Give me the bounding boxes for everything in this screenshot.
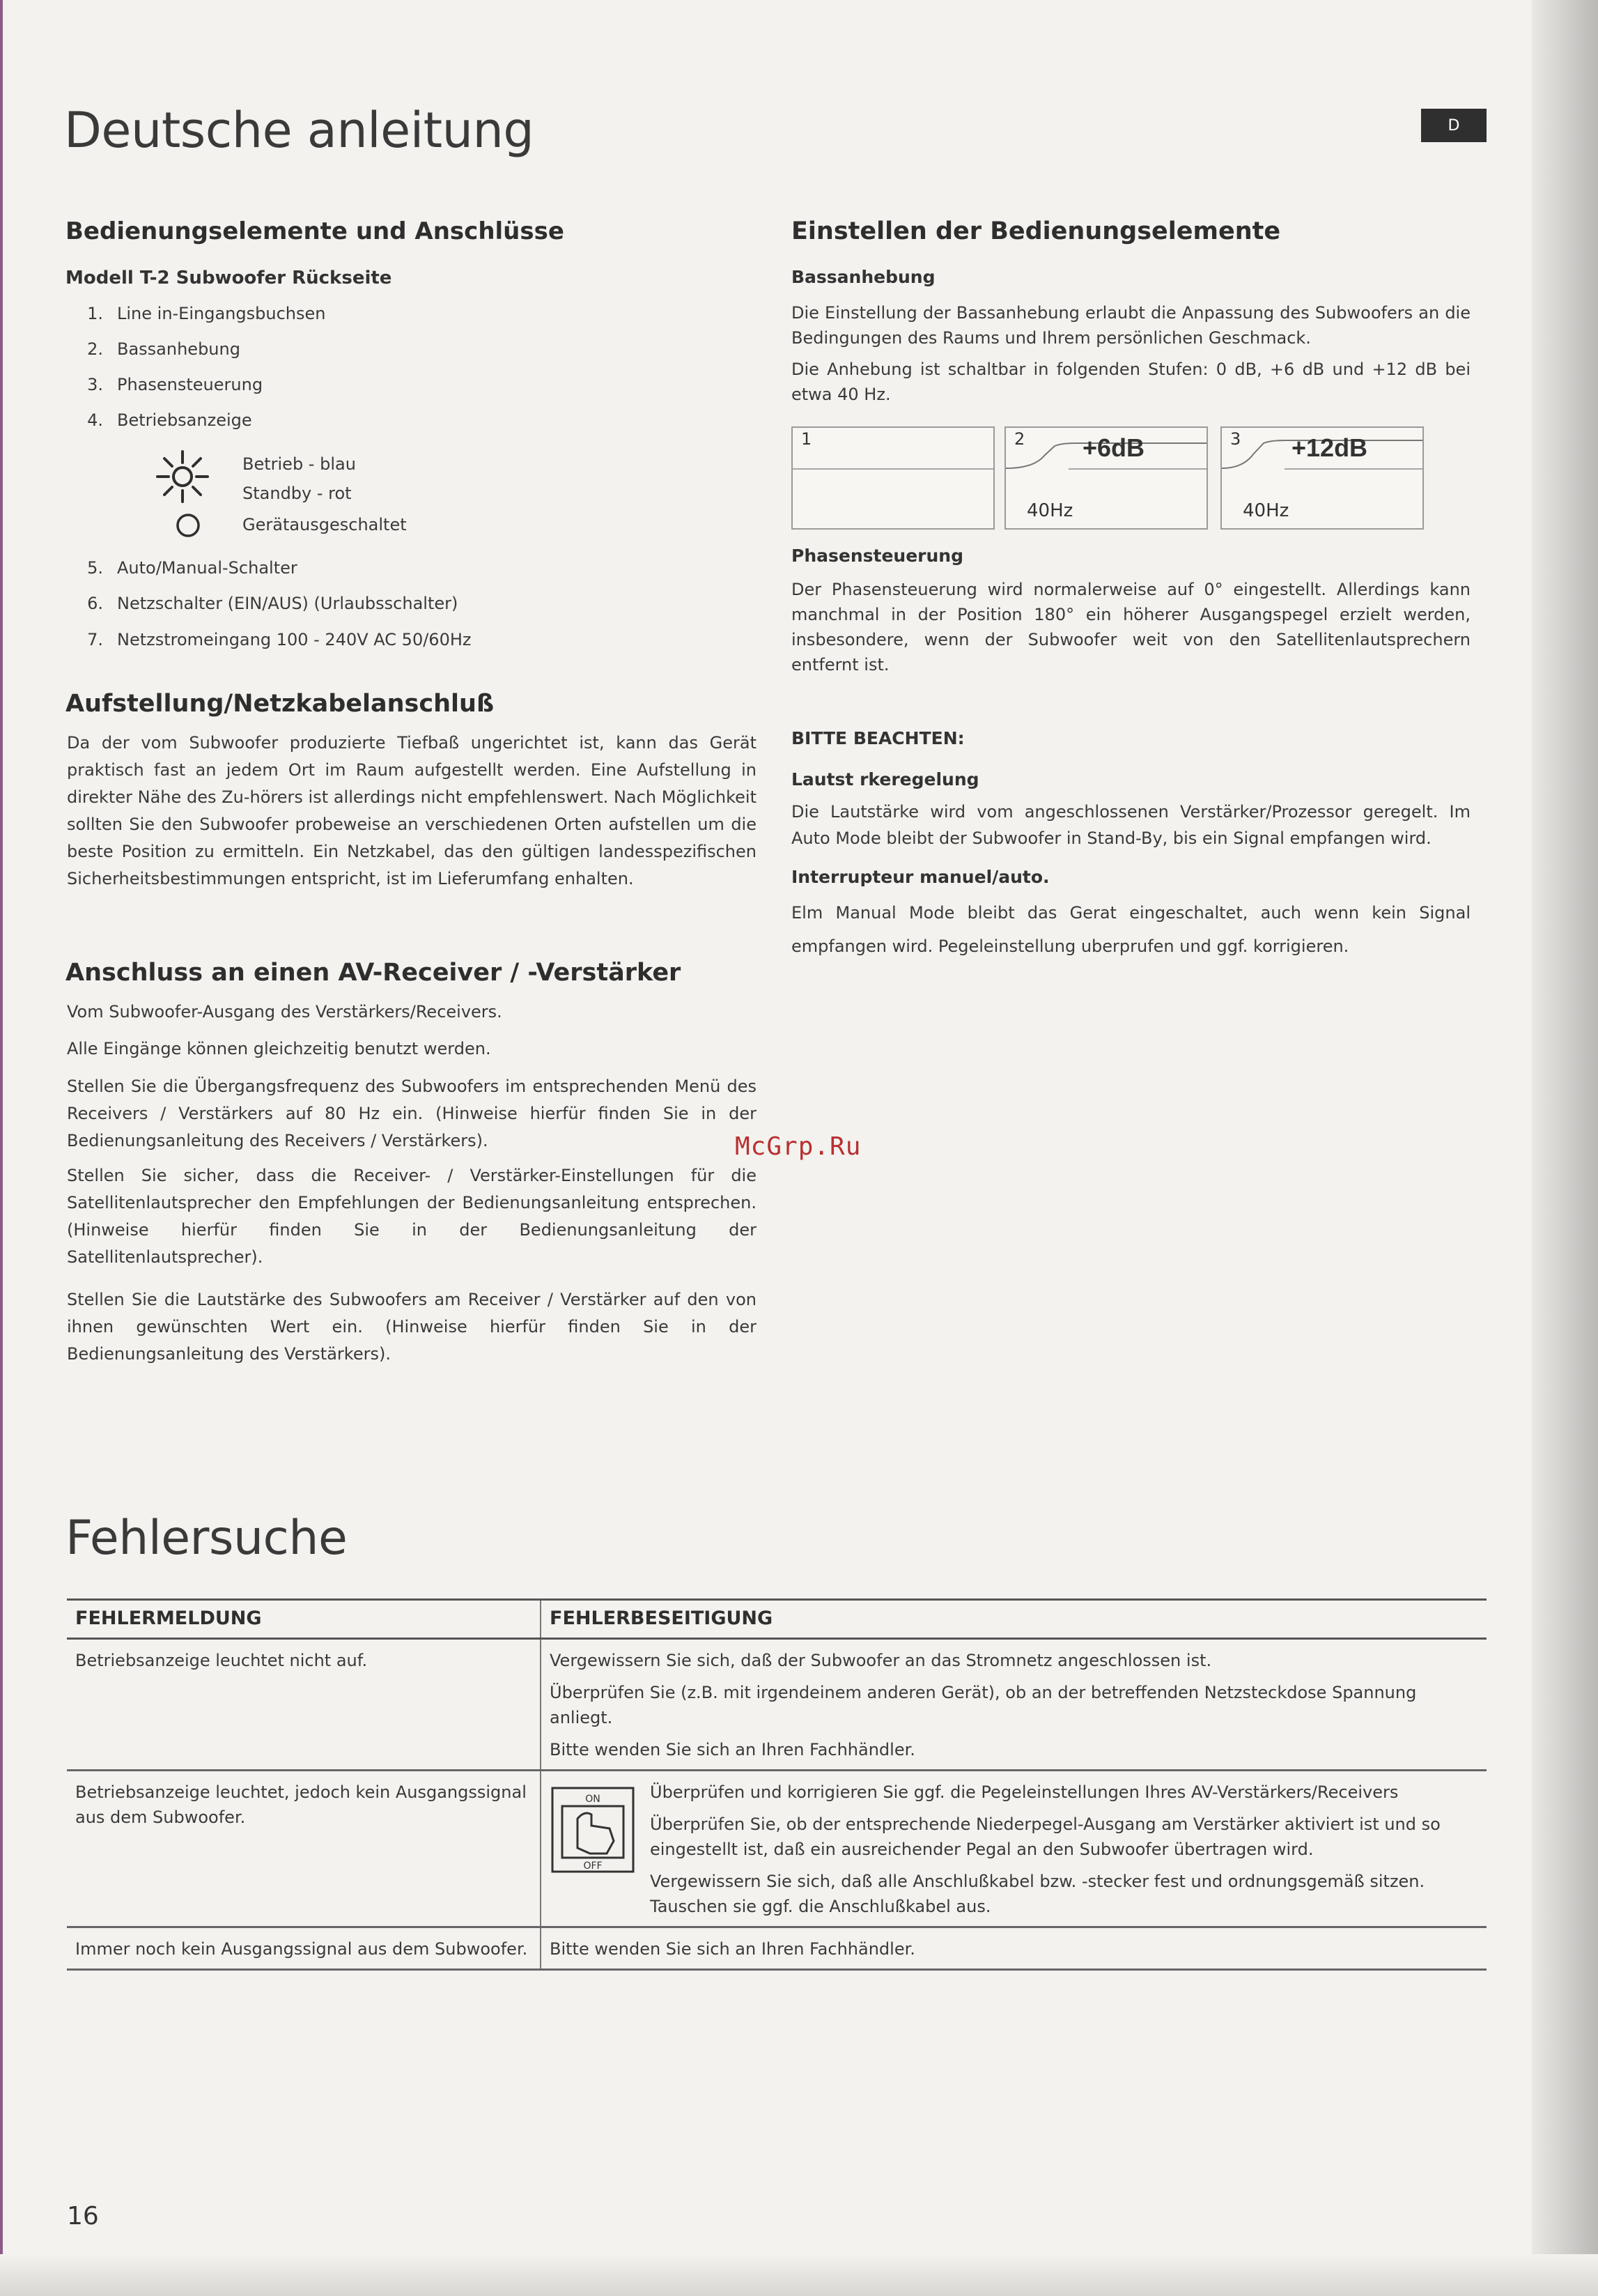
table-row: [67, 1927, 1487, 1970]
indicator-off: Gerätausgeschaltet: [242, 515, 407, 534]
placement-heading: Aufstellung/Netzkabelanschluß: [65, 690, 495, 718]
indicator-standby: Standby - rot: [242, 484, 352, 503]
fault-cell: Betriebsanzeige leuchtet, jedoch kein Ausgangssignal aus dem Subwoofer.: [67, 1771, 541, 1927]
svg-text:OFF: OFF: [583, 1860, 603, 1872]
column-header-remedy: FEHLERBESEITIGUNG: [541, 1600, 1487, 1639]
volume-body: Die Lautstärke wird vom angeschlossenen Verstärker/Prozessor geregelt. Im Auto Mode bleibt der Subwoofer in Stand-By, bis ein Signal empfangen wird.: [791, 802, 1471, 848]
av-heading: Anschluss an einen AV-Receiver / -Verstärker: [65, 959, 681, 987]
controls-subheading: Modell T-2 Subwoofer Rückseite: [65, 268, 392, 288]
phase-heading: Phasensteuerung: [791, 546, 963, 566]
fault-cell: Betriebsanzeige leuchtet nicht auf.: [67, 1639, 541, 1771]
troubleshooting-title: Fehlersuche: [65, 1511, 348, 1566]
boost-diagram-1: 1: [791, 426, 995, 530]
power-switch-icon: [550, 1787, 636, 1873]
off-circle-icon: [174, 511, 202, 539]
av-paragraph-1: Vom Subwoofer-Ausgang des Verstärkers/Receivers.: [67, 1002, 502, 1022]
phase-body: Der Phasensteuerung wird normalerweise auf 0° eingestellt. Allerdings kann manchmal in der Position 180° ein höherer Ausgangspegel erzielt werden, insbesondere, wenn der Subwoofer weit von den Satellitenlautsprechern entfernt ist.: [791, 580, 1471, 675]
boost-diagram-2: 2 +6dB 40Hz: [1004, 426, 1208, 530]
switch-heading: Interrupteur manuel/auto.: [791, 867, 1050, 887]
page-bottom-shadow: [0, 2254, 1598, 2296]
av-paragraph-2: Alle Eingänge können gleichzeitig benutzt werden.: [67, 1039, 491, 1058]
indicator-on: Betrieb - blau: [242, 454, 356, 474]
settings-heading: Einstellen der Bedienungselemente: [791, 217, 1281, 245]
placement-body: Da der vom Subwoofer produzierte Tiefbaß ungerichtet ist, kann das Gerät praktisch fast an jedem Ort im Raum aufgestellt werden. Eine Aufstellung in direkter Nähe des Zu-hörers ist allerdings nicht empfehlenswert. Nach Möglichkeit sollten Sie den Subwoofer probeweise an verschiedenen Orten aufstellen um die beste Position zu ermitteln. Ein Netzkabel, das den gültigen landesspezifischen Sicherheitsbestimmungen entspricht, ist im Lieferumfang enhalten.: [67, 733, 757, 888]
bass-paragraph-2: Die Anhebung ist schaltbar in folgenden Stufen: 0 dB, +6 dB und +12 dB bei etwa 40 Hz.: [791, 360, 1471, 404]
bass-heading: Bassanhebung: [791, 267, 936, 287]
page-number: 16: [67, 2202, 99, 2230]
page-border: [0, 0, 3, 2296]
av-paragraph-3: Stellen Sie die Übergangsfrequenz des Subwoofers im entsprechenden Menü des Receivers / Verstärkers auf 80 Hz ein. (Hinweise hierfür finden Sie in der Bedienungsanleitung des Receivers / Verstärkers).: [67, 1077, 757, 1150]
watermark: McGrp.Ru: [735, 1132, 862, 1161]
remedy-cell: ON OFF Überprüfen und korrigieren Sie ggf. die Pegeleinstellungen Ihres AV-Verstärkers/Receivers Überprüfen Sie, ob der entsprechende Niederpegel-Ausgang am Verstärker aktiviert ist und so eingestellt ist, daß ein ausreichender Pegal an den Subwoofer übertragen wird. Vergewissern Sie sich, daß alle Anschlußkabel bzw. -stecker fest und ordnungsgemäß sitzen. Tauschen sie ggf. die Anschlußkabel aus.: [541, 1771, 1487, 1927]
note-heading: BITTE BEACHTEN:: [791, 728, 965, 748]
fault-cell: Immer noch kein Ausgangssignal aus dem Subwoofer.: [67, 1927, 541, 1970]
column-header-fault: FEHLERMELDUNG: [67, 1600, 541, 1639]
table-row: [67, 1771, 1487, 1927]
svg-text:ON: ON: [585, 1794, 600, 1805]
bass-paragraph-1: Die Einstellung der Bassanhebung erlaubt die Anpassung des Subwoofers an die Bedingungen des Raums und Ihrem persönlichen Geschmack.: [791, 303, 1471, 348]
table-header-row: [67, 1600, 1487, 1639]
switch-body: Elm Manual Mode bleibt das Gerat eingeschaltet, auch wenn kein Signal empfangen wird. Pegeleinstellung uberprufen und ggf. korrigieren.: [791, 903, 1471, 956]
remedy-cell: Bitte wenden Sie sich an Ihren Fachhändler.: [541, 1927, 1487, 1970]
av-paragraph-5: Stellen Sie die Lautstärke des Subwoofers am Receiver / Verstärker auf den von ihnen gewünschten Wert ein. (Hinweise hierfür finden Sie in der Bedienungsanleitung des Verstärkers).: [67, 1290, 757, 1364]
av-paragraph-4: Stellen Sie sicher, dass die Receiver- / Verstärker-Einstellungen für die Satellitenlautsprecher den Empfehlungen der Bedienungsanleitung entsprechen. (Hinweise hierfür finden Sie in der Bedienungsanleitung der Satellitenlautsprecher).: [67, 1166, 757, 1267]
page-edge-shadow: [1532, 0, 1598, 2296]
troubleshooting-table: [67, 1598, 1487, 1971]
volume-heading: Lautst rkeregelung: [791, 769, 979, 789]
controls-heading: Bedienungselemente und Anschlüsse: [65, 217, 564, 245]
page-title: Deutsche anleitung: [64, 102, 534, 159]
sun-icon: [155, 449, 210, 504]
language-badge: D: [1421, 109, 1487, 142]
remedy-cell: Vergewissern Sie sich, daß der Subwoofer an das Stromnetz angeschlossen ist. Überprüfen Sie (z.B. mit irgendeinem anderen Gerät), ob an der betreffenden Netzsteckdose Spannung anliegt. Bitte wenden Sie sich an Ihren Fachhändler.: [541, 1639, 1487, 1771]
table-row: [67, 1639, 1487, 1771]
boost-diagram-3: 3 +12dB 40Hz: [1220, 426, 1424, 530]
